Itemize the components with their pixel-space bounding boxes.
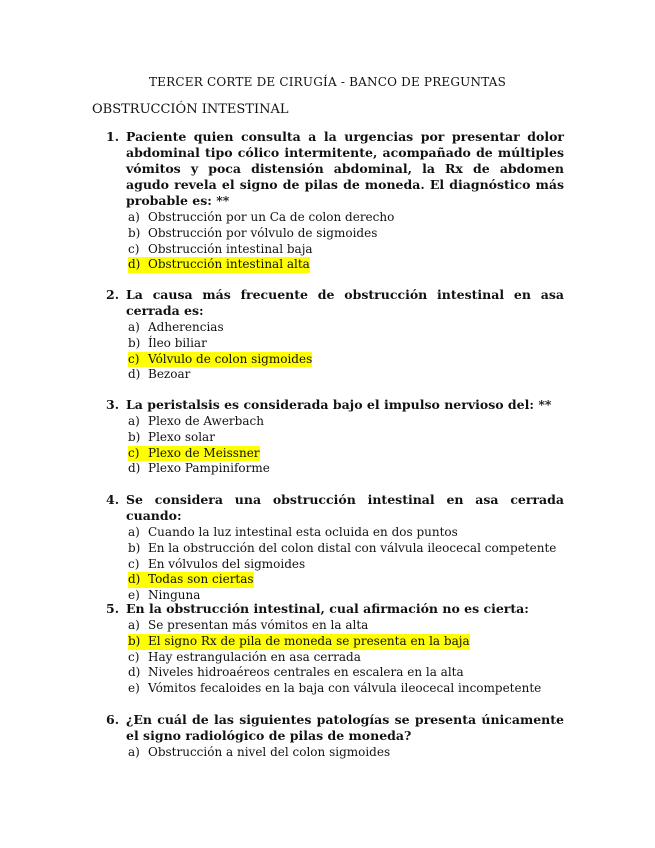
- option-text: Adherencias: [148, 320, 224, 334]
- option-letter: d): [128, 461, 141, 476]
- option-text: Plexo Pampiniforme: [148, 461, 270, 476]
- answer-option-highlighted: [128, 634, 564, 650]
- option-letter: e): [128, 588, 140, 603]
- option-letter: a): [128, 320, 140, 334]
- option-text: Hay estrangulación en asa cerrada: [148, 649, 361, 664]
- option-text: En la obstrucción del colon distal con válvula ileocecal competente: [148, 540, 557, 555]
- answer-option-highlighted: [128, 572, 564, 588]
- question-number: 3.: [106, 397, 120, 412]
- option-text: Bezoar: [148, 367, 191, 382]
- answer-option: [128, 745, 564, 761]
- answer-option: [128, 461, 564, 477]
- option-letter: d): [128, 367, 141, 382]
- option-letter: c): [128, 556, 140, 571]
- question-text: La peristalsis es considerada bajo el impulso nervioso del: **: [126, 397, 552, 412]
- question-text: En la obstrucción intestinal, cual afirmación no es cierta:: [126, 601, 529, 616]
- question-number: 5.: [106, 601, 120, 616]
- option-letter: a): [128, 210, 140, 224]
- answer-option-highlighted: [128, 257, 564, 273]
- option-text: Obstrucción intestinal alta: [148, 257, 310, 272]
- option-text: Vómitos fecaloides en la baja con válvula ileocecal incompetente: [148, 681, 542, 696]
- option-text: Obstrucción a nivel del colon sigmoides: [148, 745, 391, 759]
- answer-option: [128, 681, 564, 697]
- option-letter: c): [128, 649, 140, 664]
- option-letter: c): [128, 352, 148, 368]
- option-letter: b): [128, 429, 141, 444]
- answer-option: [128, 242, 564, 258]
- option-letter: b): [128, 540, 141, 555]
- answer-option: [128, 557, 564, 573]
- option-text: Obstrucción intestinal baja: [148, 241, 313, 256]
- question-stem: [106, 492, 564, 524]
- answer-option: [128, 430, 564, 446]
- option-letter: a): [128, 618, 140, 632]
- answer-option: [128, 650, 564, 666]
- question-2: [106, 287, 564, 383]
- question-5: [106, 601, 564, 697]
- question-text: ¿En cuál de las siguientes patologías se presenta únicamente el signo radiológico de pilas de moneda?: [126, 712, 564, 743]
- option-text: Se presentan más vómitos en la alta: [148, 618, 369, 632]
- question-stem: [106, 129, 564, 209]
- answer-options: [106, 210, 564, 273]
- answer-options: [106, 525, 564, 604]
- answer-option: [128, 665, 564, 681]
- question-number: 1.: [106, 129, 120, 144]
- answer-option: [128, 210, 564, 226]
- option-letter: a): [128, 525, 140, 539]
- question-stem: [106, 397, 564, 413]
- option-letter: b): [128, 225, 141, 240]
- question-stem: [106, 287, 564, 319]
- question-number: 2.: [106, 287, 120, 302]
- question-3: [106, 397, 564, 477]
- option-letter: d): [128, 257, 148, 273]
- option-letter: e): [128, 681, 140, 696]
- question-6: [106, 712, 564, 761]
- answer-option: [128, 618, 564, 634]
- option-letter: b): [128, 634, 148, 650]
- question-text: Se considera una obstrucción intestinal en asa cerrada cuando:: [126, 492, 564, 523]
- answer-options: [106, 414, 564, 477]
- option-text: Obstrucción por vólvulo de sigmoides: [148, 225, 378, 240]
- answer-options: [106, 320, 564, 383]
- answer-option-highlighted: [128, 446, 564, 462]
- question-number: 6.: [106, 712, 120, 727]
- question-1: [106, 129, 564, 273]
- option-letter: c): [128, 241, 140, 256]
- answer-options: [106, 618, 564, 697]
- option-letter: d): [128, 572, 148, 588]
- answer-option: [128, 320, 564, 336]
- option-letter: a): [128, 414, 140, 428]
- option-text: El signo Rx de pila de moneda se presenta en la baja: [148, 633, 470, 648]
- question-number: 4.: [106, 492, 120, 507]
- option-letter: d): [128, 665, 141, 680]
- question-stem: [106, 601, 564, 617]
- option-text: Plexo solar: [148, 429, 215, 444]
- document-title: TERCER CORTE DE CIRUGÍA - BANCO DE PREGUNTAS: [148, 75, 507, 89]
- option-text: En vólvulos del sigmoides: [148, 556, 306, 571]
- answer-option-highlighted: [128, 352, 564, 368]
- section-heading: OBSTRUCCIÓN INTESTINAL: [92, 102, 289, 117]
- option-text: Vólvulo de colon sigmoides: [148, 351, 313, 366]
- option-text: Plexo de Awerbach: [148, 414, 264, 428]
- option-text: Cuando la luz intestinal esta ocluida en dos puntos: [148, 525, 458, 539]
- answer-option: [128, 525, 564, 541]
- answer-options: [106, 745, 564, 761]
- answer-option: [128, 226, 564, 242]
- option-letter: a): [128, 745, 140, 759]
- answer-option: [128, 367, 564, 383]
- option-letter: b): [128, 335, 141, 350]
- option-text: Niveles hidroaéreos centrales en escalera en la alta: [148, 665, 464, 680]
- option-text: Ninguna: [148, 588, 201, 603]
- question-4: [106, 492, 564, 604]
- answer-option: [128, 414, 564, 430]
- question-text: La causa más frecuente de obstrucción intestinal en asa cerrada es:: [126, 287, 564, 318]
- option-text: Todas son ciertas: [148, 572, 254, 587]
- question-text: Paciente quien consulta a la urgencias por presentar dolor abdominal tipo cólico intermitente, acompañado de múltiples vómitos y poca distensión abdominal, la Rx de abdomen agudo revela el signo de pilas de moneda. El diagnóstico más probable es: **: [126, 129, 564, 208]
- option-text: Plexo de Meissner: [148, 445, 260, 460]
- question-stem: [106, 712, 564, 744]
- option-letter: c): [128, 446, 148, 462]
- answer-option: [128, 541, 564, 557]
- answer-option: [128, 336, 564, 352]
- option-text: Obstrucción por un Ca de colon derecho: [148, 210, 395, 224]
- option-text: Íleo biliar: [148, 335, 207, 350]
